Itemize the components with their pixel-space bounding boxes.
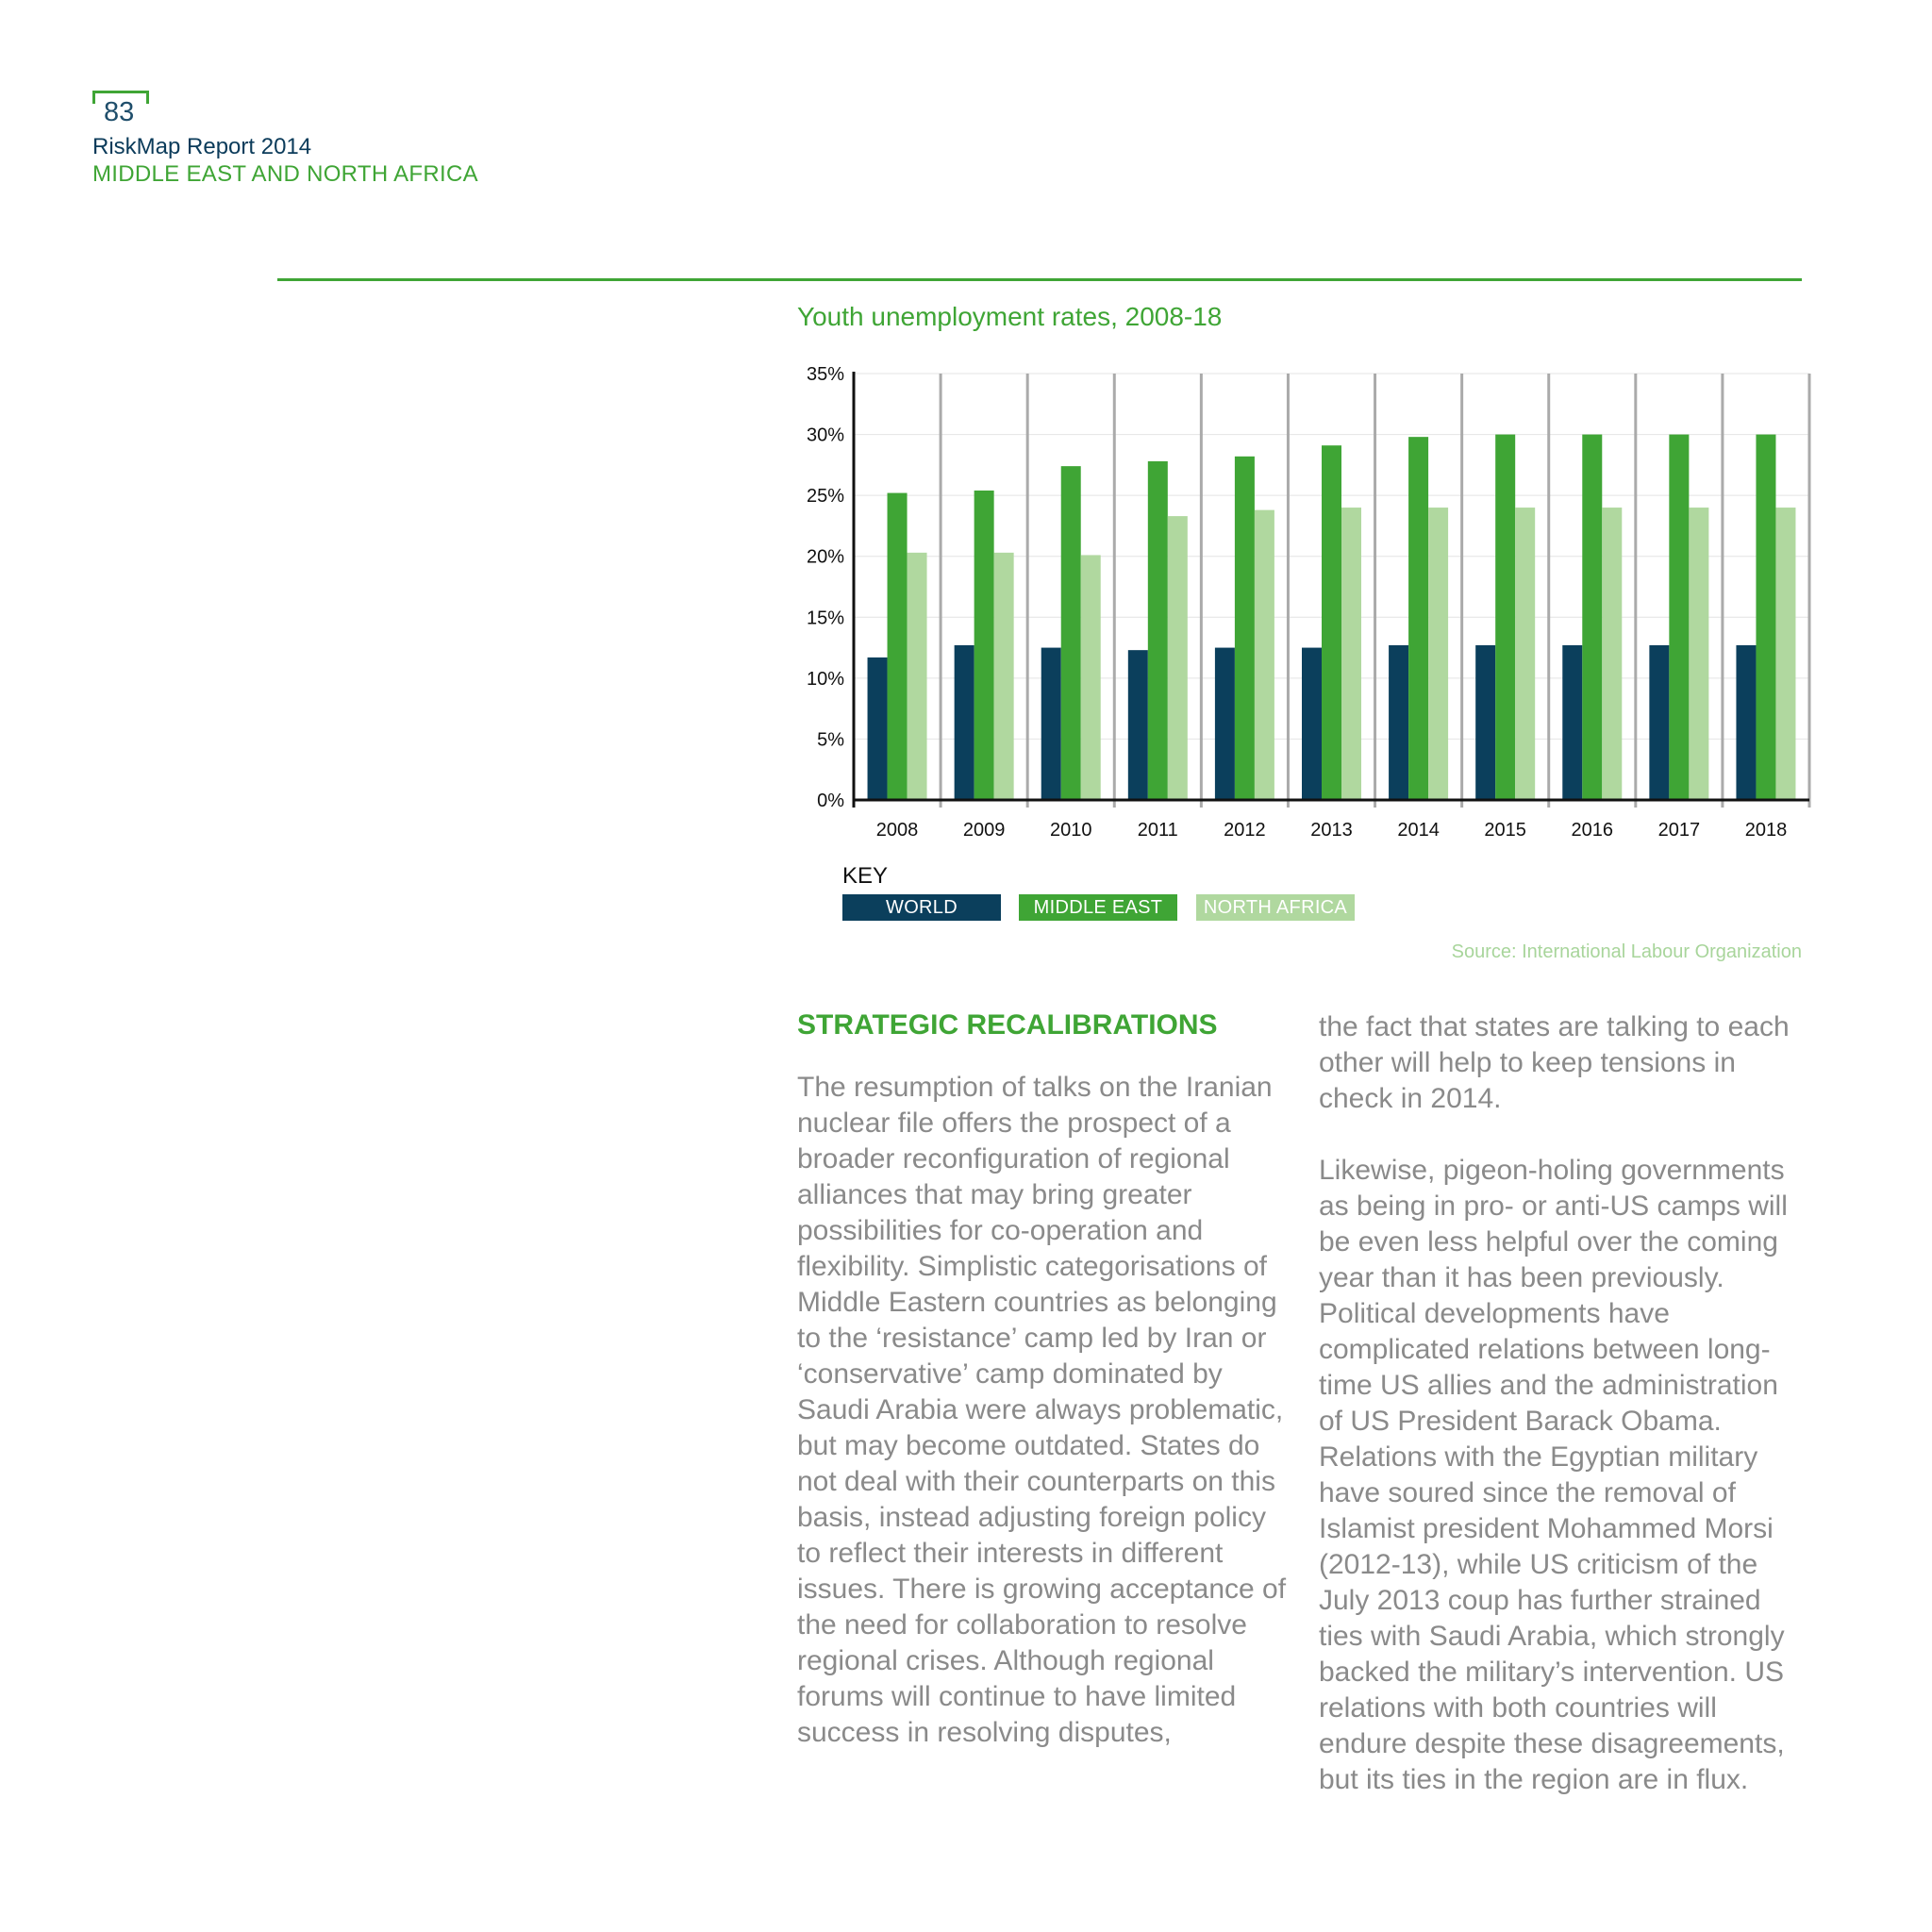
chart-title: Youth unemployment rates, 2008-18 bbox=[797, 302, 1223, 331]
bar bbox=[1602, 508, 1622, 800]
x-tick-label: 2011 bbox=[1137, 820, 1178, 841]
bar bbox=[1302, 648, 1322, 800]
legend-item-north-africa: NORTH AFRICA bbox=[1196, 894, 1355, 921]
y-tick-label: 15% bbox=[806, 608, 844, 629]
article-paragraph: Likewise, pigeon-holing governments as being in pro- or anti-US camps will be even less helpful over the coming year than it has been previously. Political developments have complicated relations between long-time US allies and the administration of US President Barack Obama. Relations with the Egyptian military have soured since the removal of Islamist president Mohammed Morsi (2012-13), while US criticism of the July 2013 coup has further strained ties with Saudi Arabia, which strongly backed the military’s intervention. US relations with both countries will endure despite these disagreements, but its ties in the region are in flux. bbox=[1319, 1155, 1788, 1795]
y-tick-label: 35% bbox=[806, 364, 844, 385]
x-tick-label: 2008 bbox=[875, 820, 919, 841]
y-tick-label: 10% bbox=[806, 668, 844, 690]
y-tick-label: 0% bbox=[817, 791, 844, 811]
bar bbox=[1495, 435, 1515, 800]
x-tick-label: 2016 bbox=[1571, 820, 1614, 841]
x-tick-label: 2013 bbox=[1310, 820, 1353, 841]
x-tick-label: 2009 bbox=[962, 820, 1006, 841]
bar bbox=[1649, 645, 1669, 800]
bar bbox=[1322, 445, 1341, 800]
x-tick-label: 2015 bbox=[1484, 820, 1526, 841]
article-column-left bbox=[797, 1009, 1288, 1751]
bar bbox=[1148, 461, 1168, 800]
y-tick-label: 20% bbox=[806, 546, 844, 568]
bar bbox=[1515, 508, 1535, 800]
bar bbox=[1669, 435, 1689, 800]
section-title: MIDDLE EAST AND NORTH AFRICA bbox=[92, 161, 478, 187]
article-column-right bbox=[1319, 1009, 1809, 1798]
bar bbox=[1736, 645, 1756, 800]
bar bbox=[1341, 508, 1361, 800]
bar bbox=[1428, 508, 1448, 800]
bar bbox=[1408, 437, 1428, 800]
bar bbox=[1389, 645, 1408, 800]
bar bbox=[1775, 508, 1795, 800]
page-number bbox=[92, 91, 149, 127]
bar bbox=[888, 493, 908, 800]
bar bbox=[1061, 466, 1081, 800]
y-tick-label: 5% bbox=[817, 729, 844, 751]
bar bbox=[1081, 555, 1101, 800]
bar bbox=[1756, 435, 1775, 800]
article-paragraph: the fact that states are talking to each other will help to keep tensions in check in 2014. bbox=[1319, 1011, 1790, 1114]
bar bbox=[1475, 645, 1495, 800]
bar bbox=[908, 553, 927, 800]
legend-item-world: WORLD bbox=[842, 894, 1001, 921]
x-tick-label: 2010 bbox=[1049, 820, 1092, 841]
bar bbox=[1041, 648, 1061, 800]
divider-rule bbox=[277, 278, 1802, 281]
legend-item-middle-east: MIDDLE EAST bbox=[1019, 894, 1177, 921]
x-tick-label: 2012 bbox=[1224, 820, 1266, 841]
x-tick-label: 2014 bbox=[1397, 820, 1440, 841]
bar bbox=[868, 658, 888, 800]
bar bbox=[1582, 435, 1602, 800]
bar bbox=[974, 491, 994, 800]
chart-source: Source: International Labour Organization bbox=[1451, 941, 1802, 962]
bar-chart bbox=[792, 358, 1811, 841]
bar bbox=[955, 645, 974, 800]
legend-title: KEY bbox=[842, 863, 889, 889]
bar bbox=[1235, 457, 1255, 800]
bar bbox=[1128, 650, 1148, 800]
report-title: RiskMap Report 2014 bbox=[92, 134, 312, 159]
y-tick-label: 25% bbox=[806, 486, 844, 508]
article-paragraph: The resumption of talks on the Iranian nuclear file offers the prospect of a broader reconfiguration of regional alliances that may bring greater possibilities for co-operation and flexibility. Simplistic categorisations of Middle Eastern countries as belonging to the ‘resistance’ camp led by Iran or ‘conservative’ camp dominated by Saudi Arabia were always problematic, but may become outdated. States do not deal with their counterparts on this basis, instead adjusting foreign policy to reflect their interests in different issues. There is growing acceptance of the need for collaboration to resolve regional crises. Although regional forums will continue to have limited success in resolving disputes, bbox=[797, 1072, 1287, 1748]
x-tick-label: 2018 bbox=[1744, 820, 1788, 841]
bar bbox=[994, 553, 1014, 800]
bar bbox=[1215, 648, 1235, 800]
y-tick-label: 30% bbox=[806, 425, 844, 446]
x-tick-label: 2017 bbox=[1657, 820, 1701, 841]
bar bbox=[1255, 510, 1274, 800]
bar bbox=[1168, 516, 1188, 800]
page-number-text: 83 bbox=[104, 97, 135, 127]
bar bbox=[1689, 508, 1708, 800]
article-heading: STRATEGIC RECALIBRATIONS bbox=[797, 1009, 1218, 1041]
bar bbox=[1562, 645, 1582, 800]
